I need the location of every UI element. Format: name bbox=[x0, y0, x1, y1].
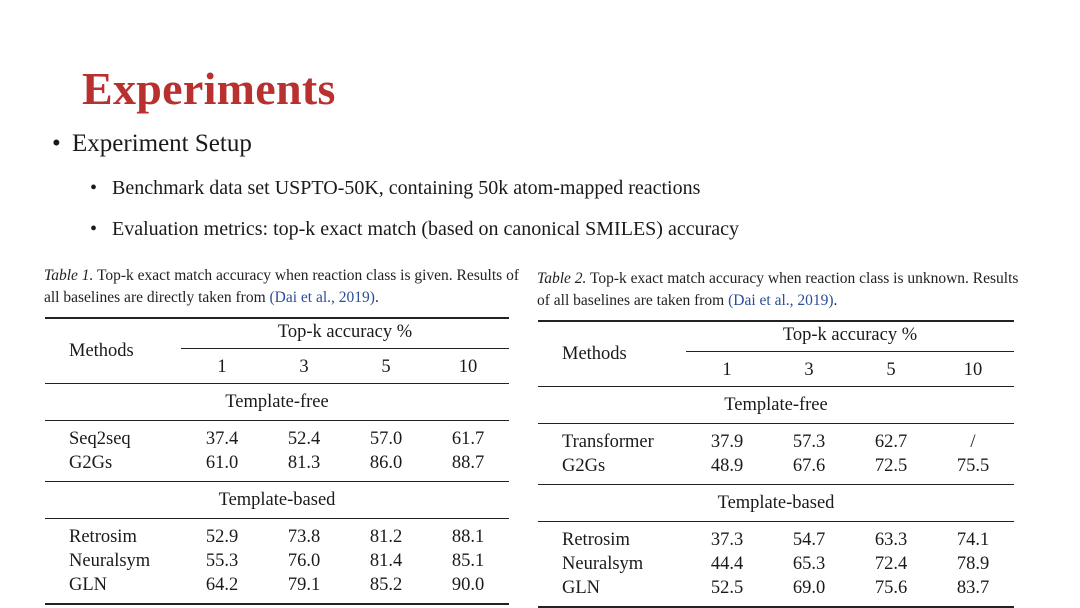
topk-header bbox=[686, 321, 1014, 354]
bullet-experiment-setup bbox=[52, 130, 252, 158]
cell: 61.7 bbox=[451, 428, 485, 449]
cell: 54.7 bbox=[792, 529, 826, 550]
method-name: Transformer bbox=[562, 431, 654, 452]
cell: 65.3 bbox=[792, 553, 826, 574]
table2 bbox=[538, 320, 1014, 608]
cell: 37.9 bbox=[710, 431, 744, 452]
cell: 81.3 bbox=[287, 452, 321, 473]
section-template-based: Template-based bbox=[218, 489, 336, 510]
table2-caption-label: Table 2. bbox=[537, 270, 587, 287]
cell: 86.0 bbox=[369, 452, 403, 473]
table2-citation-link[interactable]: (Dai et al., 2019) bbox=[728, 292, 834, 309]
cell: 63.3 bbox=[874, 529, 908, 550]
method-name: Retrosim bbox=[562, 529, 630, 550]
table-row bbox=[45, 519, 509, 550]
cell: / bbox=[970, 431, 976, 452]
topk-header-label: Top-k accuracy % bbox=[686, 325, 1014, 352]
cell: 72.5 bbox=[874, 455, 908, 476]
section-template-free: Template-free bbox=[724, 394, 828, 415]
method-name: G2Gs bbox=[562, 455, 606, 476]
method-name: GLN bbox=[69, 574, 108, 595]
cell: 83.7 bbox=[956, 577, 990, 598]
table1-caption-end: . bbox=[374, 289, 379, 306]
bullet-dot: • bbox=[90, 218, 98, 240]
bullet-text: Evaluation metrics: top-k exact match (based on canonical SMILES) accuracy bbox=[112, 218, 739, 240]
table-row bbox=[45, 549, 509, 573]
col-header: 1 bbox=[217, 356, 227, 377]
table-row bbox=[538, 552, 1014, 576]
sub-bullet-metrics bbox=[90, 218, 739, 241]
col-header: 10 bbox=[458, 356, 478, 377]
table-row bbox=[538, 576, 1014, 607]
table1-caption bbox=[44, 265, 530, 309]
cell: 52.4 bbox=[287, 428, 321, 449]
table-row bbox=[538, 424, 1014, 455]
cell: 75.5 bbox=[956, 455, 990, 476]
cell: 73.8 bbox=[287, 526, 321, 547]
cell: 88.7 bbox=[451, 452, 485, 473]
table2-caption bbox=[537, 268, 1023, 312]
cell: 78.9 bbox=[956, 553, 990, 574]
col-header: 3 bbox=[299, 356, 309, 377]
method-name: Retrosim bbox=[69, 526, 137, 547]
method-name: Neuralsym bbox=[69, 550, 151, 571]
cell: 88.1 bbox=[451, 526, 485, 547]
cell: 37.3 bbox=[710, 529, 744, 550]
topk-header-label: Top-k accuracy % bbox=[181, 322, 509, 349]
topk-header bbox=[181, 318, 509, 351]
col-header: 10 bbox=[963, 359, 983, 380]
sub-bullet-benchmark bbox=[90, 177, 700, 200]
cell: 48.9 bbox=[710, 455, 744, 476]
table-row bbox=[538, 454, 1014, 485]
cell: 81.4 bbox=[369, 550, 403, 571]
cell: 72.4 bbox=[874, 553, 908, 574]
bullet-dot: • bbox=[90, 177, 98, 199]
cell: 64.2 bbox=[205, 574, 239, 595]
col-header: 3 bbox=[804, 359, 814, 380]
methods-header: Methods bbox=[562, 343, 627, 364]
section-template-free: Template-free bbox=[225, 391, 329, 412]
col-header: 5 bbox=[381, 356, 391, 377]
cell: 69.0 bbox=[792, 577, 826, 598]
section-template-based: Template-based bbox=[717, 492, 835, 513]
table-row bbox=[45, 573, 509, 604]
cell: 52.5 bbox=[710, 577, 744, 598]
table-row bbox=[45, 421, 509, 452]
method-name: G2Gs bbox=[69, 452, 113, 473]
cell: 81.2 bbox=[369, 526, 403, 547]
method-name: Seq2seq bbox=[69, 428, 131, 449]
method-name: Neuralsym bbox=[562, 553, 644, 574]
method-name: GLN bbox=[562, 577, 601, 598]
cell: 57.0 bbox=[369, 428, 403, 449]
slide-title: Experiments bbox=[82, 63, 336, 114]
cell: 44.4 bbox=[710, 553, 744, 574]
cell: 75.6 bbox=[874, 577, 908, 598]
cell: 67.6 bbox=[792, 455, 826, 476]
table-row bbox=[538, 522, 1014, 553]
cell: 62.7 bbox=[874, 431, 908, 452]
cell: 61.0 bbox=[205, 452, 239, 473]
cell: 85.2 bbox=[369, 574, 403, 595]
col-header: 5 bbox=[886, 359, 896, 380]
table1-citation-link[interactable]: (Dai et al., 2019) bbox=[269, 289, 375, 306]
table1 bbox=[45, 317, 509, 605]
bullet-dot: • bbox=[52, 130, 61, 157]
cell: 85.1 bbox=[451, 550, 485, 571]
col-header: 1 bbox=[722, 359, 732, 380]
methods-header: Methods bbox=[69, 340, 134, 361]
table-row bbox=[45, 451, 509, 482]
cell: 37.4 bbox=[205, 428, 239, 449]
cell: 79.1 bbox=[287, 574, 321, 595]
table1-caption-label: Table 1. bbox=[44, 267, 94, 284]
table1-caption-text: Top-k exact match accuracy when reaction class is given. Results of all baselines are directly taken from bbox=[44, 267, 519, 306]
cell: 55.3 bbox=[205, 550, 239, 571]
table2-caption-text: Top-k exact match accuracy when reaction class is unknown. Results of all baselines are taken from bbox=[537, 270, 1019, 309]
table2-caption-end: . bbox=[833, 292, 838, 309]
cell: 74.1 bbox=[956, 529, 990, 550]
cell: 57.3 bbox=[792, 431, 826, 452]
cell: 90.0 bbox=[451, 574, 485, 595]
cell: 52.9 bbox=[205, 526, 239, 547]
bullet-text: Benchmark data set USPTO-50K, containing 50k atom-mapped reactions bbox=[112, 177, 701, 199]
bullet-text: Experiment Setup bbox=[72, 130, 252, 157]
cell: 76.0 bbox=[287, 550, 321, 571]
